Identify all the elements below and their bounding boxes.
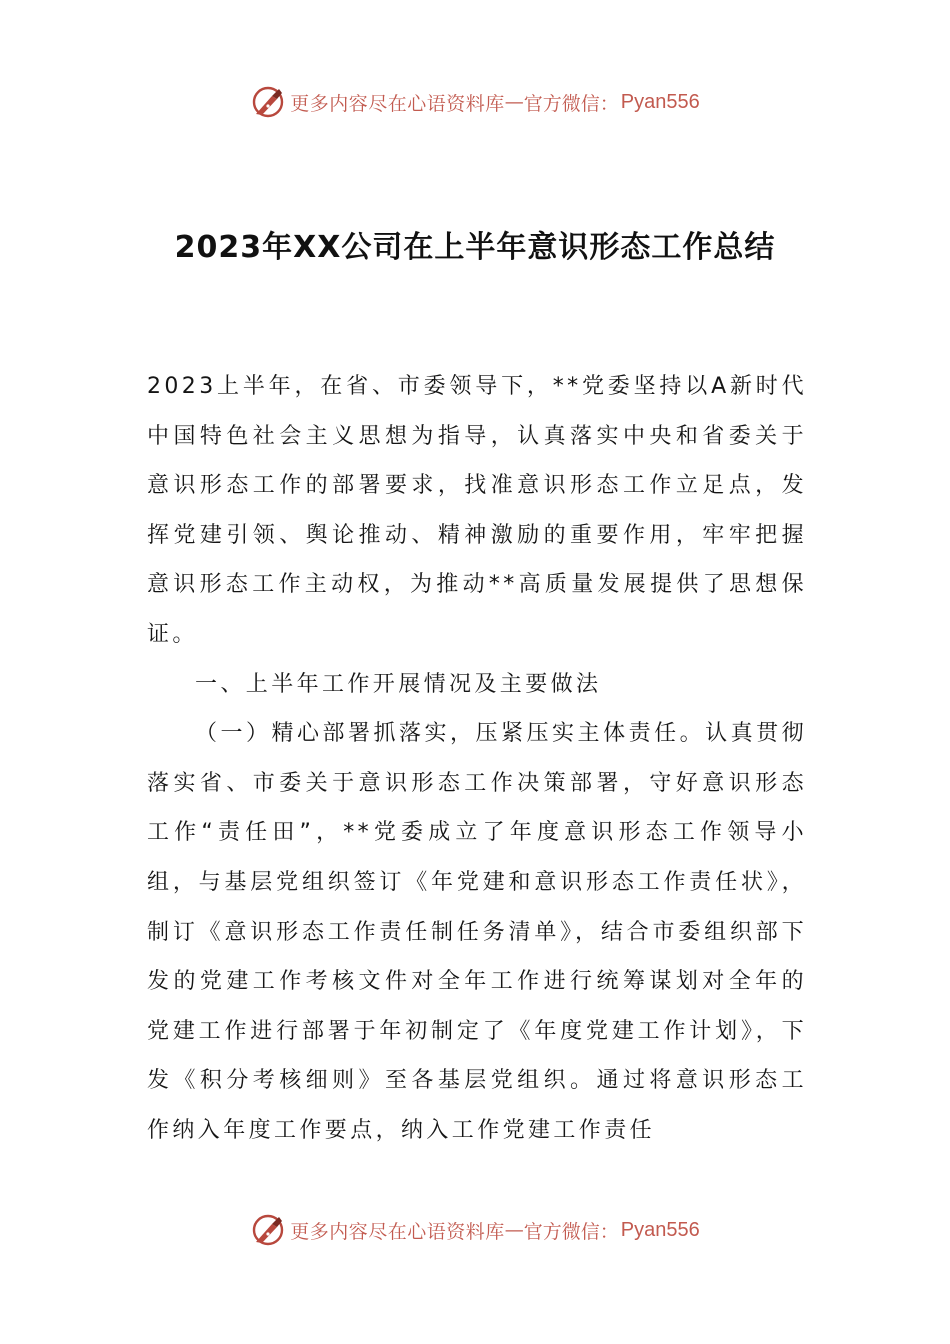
watermark-wechat-id: Pyan556 [620, 90, 700, 113]
paragraph-section-1-1: （一）精心部署抓落实，压紧压实主体责任。认真贯彻落实省、市委关于意识形态工作决策部署，守好意识形态工作“责任田”，**党委成立了年度意识形态工作领导小组，与基层党组织签订《年党建和意识形态工作责任状》，制订《意识形态工作责任制任务清单》，结合市委组织部下发的党建工作考核文件对全年工作进行统筹谋划对全年的党建工作进行部署于年初制定了《年度党建工作计划》，下发《积分考核细则》至各基层党组织。通过将意识形态工作纳入年度工作要点，纳入工作党建工作责任 [147, 721, 807, 1143]
pen-nib-circle-icon [250, 1212, 286, 1248]
watermark-text: 更多内容尽在心语资料库 [290, 1220, 505, 1243]
watermark-banner-bottom [0, 1210, 950, 1250]
watermark-wechat-id: Pyan556 [620, 1218, 700, 1241]
paragraph-intro: 2023上半年，在省、市委领导下，**党委坚持以A新时代中国特色社会主义思想为指导，认真落实中央和省委关于意识形态工作的部署要求，找准意识形态工作立足点，发挥党建引领、舆论推动、精神激励的重要作用，牢牢把握意识形态工作主动权，为推动**高质量发展提供了思想保证。 [147, 374, 807, 647]
document-title: 2023年XX公司在上半年意识形态工作总结 [174, 230, 776, 265]
watermark-banner-top [0, 82, 950, 122]
watermark-official-label: 官方微信： [523, 92, 619, 115]
watermark-separator: — [504, 1219, 524, 1241]
document-body [147, 362, 807, 1156]
section-heading-1: 一、上半年工作开展情况及主要做法 [195, 671, 602, 697]
pen-nib-circle-icon [250, 84, 286, 120]
watermark-separator: — [504, 91, 524, 113]
watermark-text: 更多内容尽在心语资料库 [290, 92, 505, 115]
watermark-official-label: 官方微信： [523, 1220, 619, 1243]
